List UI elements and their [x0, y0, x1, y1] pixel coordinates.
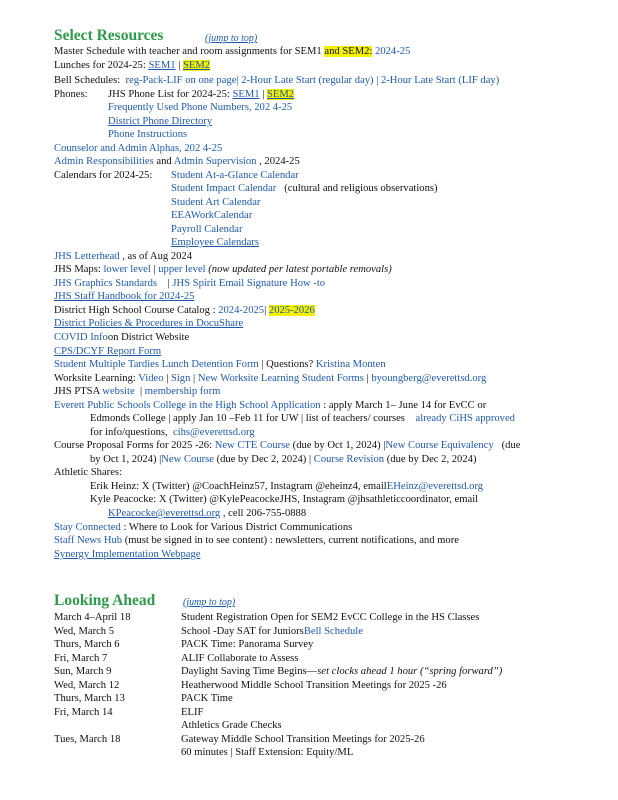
event-text: Athletics Grade Checks	[181, 720, 282, 731]
phone-sem2-link[interactable]: SEM2	[267, 89, 295, 100]
staff-news-line	[54, 534, 459, 548]
event-text: Gateway Middle School Transition Meetings for 2025-26	[181, 734, 425, 745]
erik-text: Erik Heinz: X (Twitter) @CoachHeinz57, Instagram @eheinz4, email	[90, 481, 387, 492]
admin-line	[54, 155, 300, 169]
staff-news-text: (must be signed in to see content) : newsletters, current notifications, and more	[122, 535, 459, 546]
equiv-due: (due	[501, 440, 521, 451]
bell-schedules-line: Bell Schedules: reg-Pack-LIF on one page| 2-Hour Late Start (regular day) | 2-Hour Late Start (LIF day)	[54, 75, 500, 86]
ptsa-text: JHS PTSA	[54, 386, 100, 397]
event-text: 60 minutes | Staff Extension: Equity/ML	[181, 747, 354, 758]
equiv-due-2: by Oct 1, 2024) |	[90, 454, 162, 465]
college-text-1: : apply March 1– June 14 for EvCC or	[320, 400, 487, 411]
college-line-3	[90, 426, 255, 440]
event-date: Thurs, March 13	[54, 693, 125, 704]
worksite-line: Worksite Learning: Video | Sign | New Worksite Learning Student Forms | byoungberg@everettsd.org	[54, 373, 487, 384]
new-course-link[interactable]: New Course	[161, 454, 214, 465]
impact-note: (cultural and religious observations)	[284, 183, 438, 194]
event-date: Wed, March 12	[54, 680, 120, 691]
college-line-2	[90, 412, 515, 426]
payroll-calendar-link[interactable]: Payroll Calendar	[171, 224, 243, 235]
letterhead-link[interactable]: JHS Letterhead	[54, 251, 120, 262]
cihs-approved-link[interactable]: already CiHS approved	[415, 413, 515, 424]
stay-connected-text: : Where to Look for Various District Communications	[120, 522, 353, 533]
student-calendar-link[interactable]: Student At-a-Glance Calendar	[171, 170, 299, 181]
event-text: PACK Time	[181, 693, 233, 704]
cps-report-link[interactable]: CPS/DCYF Report Form	[54, 346, 162, 357]
cihs-email-link[interactable]: cihs@everettsd.org	[172, 427, 255, 438]
catalog-2024-link[interactable]: 2024-2025	[218, 305, 265, 316]
covid-text: on District Website	[107, 332, 190, 343]
worksite-video-link[interactable]: Video	[138, 373, 164, 384]
event-text: Heatherwood Middle School Transition Meetings for 2025 -26	[181, 680, 447, 691]
master-schedule-sem2: and SEM2:	[324, 46, 373, 57]
worksite-text: Worksite Learning:	[54, 373, 136, 384]
impact-calendar-line	[171, 182, 438, 196]
college-application-link[interactable]: Everett Public Schools College in the High School Application	[54, 400, 321, 411]
phone-sem1-link[interactable]: SEM1	[232, 89, 260, 100]
master-schedule-text: Master Schedule with teacher and room assignments for SEM1	[54, 46, 322, 57]
tardies-line	[54, 358, 386, 372]
event-text: ELIF	[181, 707, 204, 718]
synergy-link[interactable]: Synergy Implementation Webpage	[54, 549, 201, 560]
lunches-line	[54, 59, 210, 73]
catalog-2025-link[interactable]: 2025-2026	[268, 305, 315, 316]
covid-line	[54, 331, 189, 345]
maps-note: (now updated per latest portable removals)	[208, 264, 392, 275]
course-catalog-line: District High School Course Catalog : 2024-2025| 2025-2026	[54, 305, 315, 316]
event-date: Fri, March 14	[54, 707, 113, 718]
graphics-line: JHS Graphics Standards | JHS Spirit Email Signature How -to	[54, 278, 326, 289]
worksite-forms-link[interactable]: New Worksite Learning Student Forms	[197, 373, 364, 384]
event-date: Sun, March 9	[54, 666, 112, 677]
tardies-text: | Questions?	[258, 359, 316, 370]
event-text: Student Registration Open for SEM2 EvCC College in the HS Classes	[181, 612, 480, 623]
bell-link-2hr[interactable]: 2-Hour Late Start (regular day)	[241, 75, 374, 86]
event-item	[181, 665, 502, 679]
event-date: Fri, March 7	[54, 653, 108, 664]
tardies-contact-link[interactable]: Kristina Monten	[315, 359, 386, 370]
course-equivalency-link[interactable]: New Course Equivalency	[385, 440, 494, 451]
tardies-form-link[interactable]: Student Multiple Tardies Lunch Detention Form	[54, 359, 259, 370]
event-text: PACK Time: Panorama Survey	[181, 639, 314, 650]
district-policies-link[interactable]: District Policies & Procedures in DocuShare	[54, 318, 244, 329]
jump-to-top-link[interactable]: (jump to top)	[205, 33, 258, 44]
event-item	[181, 625, 363, 639]
worksite-sign-link[interactable]: Sign	[170, 373, 191, 384]
lunches-sem1-link[interactable]: SEM1	[148, 60, 176, 71]
athletic-kyle-line-2	[108, 507, 306, 521]
new-cte-course-link[interactable]: New CTE Course	[214, 440, 291, 451]
college-text-3: for info/questions,	[90, 427, 168, 438]
phone-list-line: JHS Phone List for 2024-25: SEM1 | SEM2	[108, 89, 295, 100]
athletic-shares-label: Athletic Shares:	[54, 467, 122, 478]
event-italic-note: set clocks ahead 1 hour (“spring forward”)	[317, 666, 503, 677]
admin-year: , 2024-25	[256, 156, 300, 167]
stay-connected-line	[54, 521, 352, 535]
erik-email-link[interactable]: EHeinz@everettsd.org	[386, 481, 484, 492]
ptsa-membership-link[interactable]: membership form	[144, 386, 221, 397]
master-schedule-link[interactable]: 2024-25	[375, 46, 411, 57]
staff-news-link[interactable]: Staff News Hub	[54, 535, 123, 546]
letterhead-text: , as of Aug 2024	[119, 251, 192, 262]
college-text-2: Edmonds College | apply Jan 10 –Feb 11 for UW | list of teachers/ courses	[90, 413, 405, 424]
phone-instructions-link[interactable]: Phone Instructions	[108, 129, 188, 140]
impact-calendar-link[interactable]: Student Impact Calendar	[171, 183, 277, 194]
event-date: Thurs, March 6	[54, 639, 120, 650]
athletic-kyle-line: Kyle Peacocke: X (Twitter) @KylePeacockeJHS, Instagram @jhsathleticcoordinator, email	[90, 494, 479, 505]
new-course-due: (due by Dec 2, 2024) |	[213, 454, 312, 465]
course-revision-link[interactable]: Course Revision	[313, 454, 385, 465]
phones-label: Phones:	[54, 89, 88, 100]
phone-list-text: JHS Phone List for 2024-25:	[108, 89, 230, 100]
stay-connected-link[interactable]: Stay Connected	[54, 522, 121, 533]
event-date: March 4–April 18	[54, 612, 131, 623]
lower-level-link[interactable]: lower level	[103, 264, 151, 275]
counselor-alphas-link[interactable]: Counselor and Admin Alphas, 202 4-25	[54, 143, 223, 154]
eea-calendar-link[interactable]: EEAWorkCalendar	[171, 210, 253, 221]
admin-supervision-link[interactable]: Admin Supervision	[173, 156, 257, 167]
catalog-text: District High School Course Catalog :	[54, 305, 216, 316]
kyle-cell: , cell 206-755-0888	[220, 508, 307, 519]
art-calendar-link[interactable]: Student Art Calendar	[171, 197, 261, 208]
bell-schedule-link[interactable]: Bell Schedule	[303, 626, 363, 637]
course-proposal-line-1	[54, 439, 520, 453]
event-date: Tues, March 18	[54, 734, 121, 745]
ptsa-line: JHS PTSA website | membership form	[54, 386, 221, 397]
staff-handbook-link[interactable]: JHS Staff Handbook for 2024-25	[54, 291, 195, 302]
course-proposal-line-2	[90, 453, 476, 467]
bell-label: Bell Schedules:	[54, 75, 121, 86]
event-date: Wed, March 5	[54, 626, 115, 637]
graphics-standards-link[interactable]: JHS Graphics Standards	[54, 278, 157, 289]
worksite-email-link[interactable]: byoungberg@everettsd.org	[371, 373, 487, 384]
cte-due: (due by Oct 1, 2024) |	[290, 440, 386, 451]
looking-ahead-heading: Looking Ahead	[54, 592, 156, 609]
frequent-phones-link[interactable]: Frequently Used Phone Numbers, 202 4-25	[108, 102, 293, 113]
admin-and: and	[153, 156, 174, 167]
lunches-sep: |	[175, 60, 183, 71]
looking-ahead-jump-link[interactable]: (jump to top)	[183, 597, 236, 608]
bell-link-lif[interactable]: 2-Hour Late Start (LIF day)	[380, 75, 500, 86]
calendars-label: Calendars for 2024-25:	[54, 170, 153, 181]
phone-directory-link[interactable]: District Phone Directory	[108, 116, 213, 127]
master-schedule-line	[54, 45, 410, 59]
bell-link-reg[interactable]: reg-Pack-LIF on one page	[125, 75, 237, 86]
maps-text: JHS Maps:	[54, 264, 101, 275]
college-line-1	[54, 399, 486, 413]
letterhead-line	[54, 250, 192, 264]
revision-due: (due by Dec 2, 2024)	[384, 454, 477, 465]
covid-info-link[interactable]: COVID Info	[54, 332, 108, 343]
event-text: ALIF Collaborate to Assess	[181, 653, 299, 664]
kyle-email-link[interactable]: KPeacocke@everettsd.org	[108, 508, 221, 519]
lunches-sem2-link[interactable]: SEM2	[182, 60, 211, 71]
athletic-erik-line	[90, 480, 483, 494]
select-resources-heading: Select Resources	[54, 27, 164, 44]
event-text: Daylight Saving Time Begins—	[181, 666, 318, 677]
course-proposal-text: Course Proposal Forms for 2025 -26:	[54, 440, 213, 451]
lunches-text: Lunches for 2024-25:	[54, 60, 146, 71]
employee-calendars-link[interactable]: Employee Calendars	[171, 237, 259, 248]
event-text: School -Day SAT for Juniors	[181, 626, 304, 637]
email-signature-link[interactable]: JHS Spirit Email Signature How -to	[172, 278, 326, 289]
ptsa-website-link[interactable]: website	[102, 386, 135, 397]
upper-level-link[interactable]: upper level	[158, 264, 206, 275]
admin-resp-link[interactable]: Admin Responsibilities	[54, 156, 154, 167]
maps-line: JHS Maps: lower level | upper level (now updated per latest portable removals)	[54, 264, 392, 275]
